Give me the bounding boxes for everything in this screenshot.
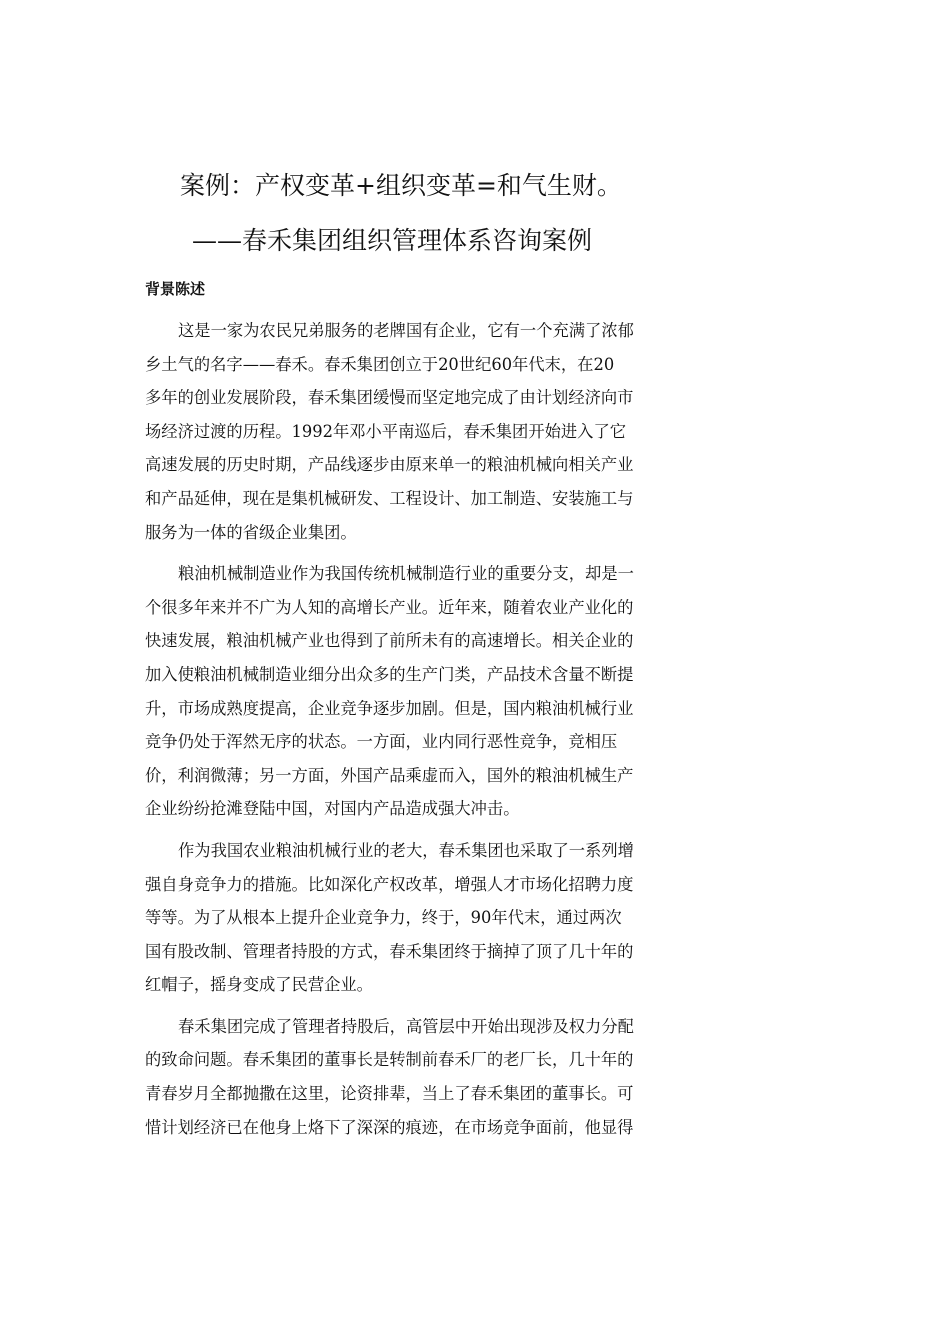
paragraph-line: 红帽子，摇身变成了民营企业。 [145,975,373,995]
section-heading: 背景陈述 [145,280,206,298]
paragraph-line: 等等。为了从根本上提升企业竞争力，终于，90年代末，通过两次 [145,908,622,928]
paragraph-line: 国有股改制、管理者持股的方式，春禾集团终于摘掉了顶了几十年的 [145,941,634,961]
paragraph-line: 惜计划经济已在他身上烙下了深深的痕迹，在市场竞争面前，他显得 [145,1117,634,1137]
paragraph-line: 青春岁月全都抛撒在这里，论资排辈，当上了春禾集团的董事长。可 [145,1084,634,1104]
paragraph [145,557,655,826]
paragraph-line: 场经济过渡的历程。1992年邓小平南巡后，春禾集团开始进入了它 [145,421,627,441]
paragraph-line: 作为我国农业粮油机械行业的老大，春禾集团也采取了一系列增 [178,840,634,860]
paragraph-line: 的致命问题。春禾集团的董事长是转制前春禾厂的老厂长，几十年的 [145,1050,634,1070]
paragraph [145,314,655,549]
paragraph-line: 强自身竞争力的措施。比如深化产权改革，增强人才市场化招聘力度 [145,874,634,894]
paragraph-line: 升，市场成熟度提高，企业竞争逐步加剧。但是，国内粮油机械行业 [145,698,634,718]
paragraph-line: 粮油机械制造业作为我国传统机械制造行业的重要分支，却是一 [178,564,634,584]
paragraph-line: 个很多年来并不广为人知的高增长产业。近年来，随着农业产业化的 [145,597,634,617]
paragraph-line: 这是一家为农民兄弟服务的老牌国有企业，它有一个充满了浓郁 [178,321,634,340]
paragraph-line: 价，利润微薄；另一方面，外国产品乘虚而入，国外的粮油机械生产 [145,765,634,785]
paragraph-line: 快速发展，粮油机械产业也得到了前所未有的高速增长。相关企业的 [145,631,634,651]
paragraph [145,834,655,1002]
paragraph-line: 服务为一体的省级企业集团。 [145,522,357,542]
document-subtitle: ——春禾集团组织管理体系咨询案例 [192,226,593,255]
paragraph-line: 加入使粮油机械制造业细分出众多的生产门类，产品技术含量不断提 [145,664,634,684]
paragraph-line: 竞争仍处于浑然无序的状态。一方面，业内同行恶性竞争，竞相压 [145,732,618,752]
paragraph-line: 春禾集团完成了管理者持股后，高管层中开始出现涉及权力分配 [178,1016,634,1036]
document-title: 案例：产权变革+组织变革=和气生财。 [180,171,622,200]
paragraph-line: 和产品延伸，现在是集机械研发、工程设计、加工制造、安装施工与 [145,488,634,508]
paragraph-line: 企业纷纷抢滩登陆中国，对国内产品造成强大冲击。 [145,799,520,819]
paragraph [145,1010,655,1144]
paragraph-line: 多年的创业发展阶段，春禾集团缓慢而坚定地完成了由计划经济向市 [145,388,634,408]
paragraph-line: 高速发展的历史时期，产品线逐步由原来单一的粮油机械向相关产业 [145,455,634,475]
paragraph-line: 乡土气的名字——春禾。春禾集团创立于20世纪60年代末，在20 [145,354,615,374]
body-text [145,314,655,1152]
